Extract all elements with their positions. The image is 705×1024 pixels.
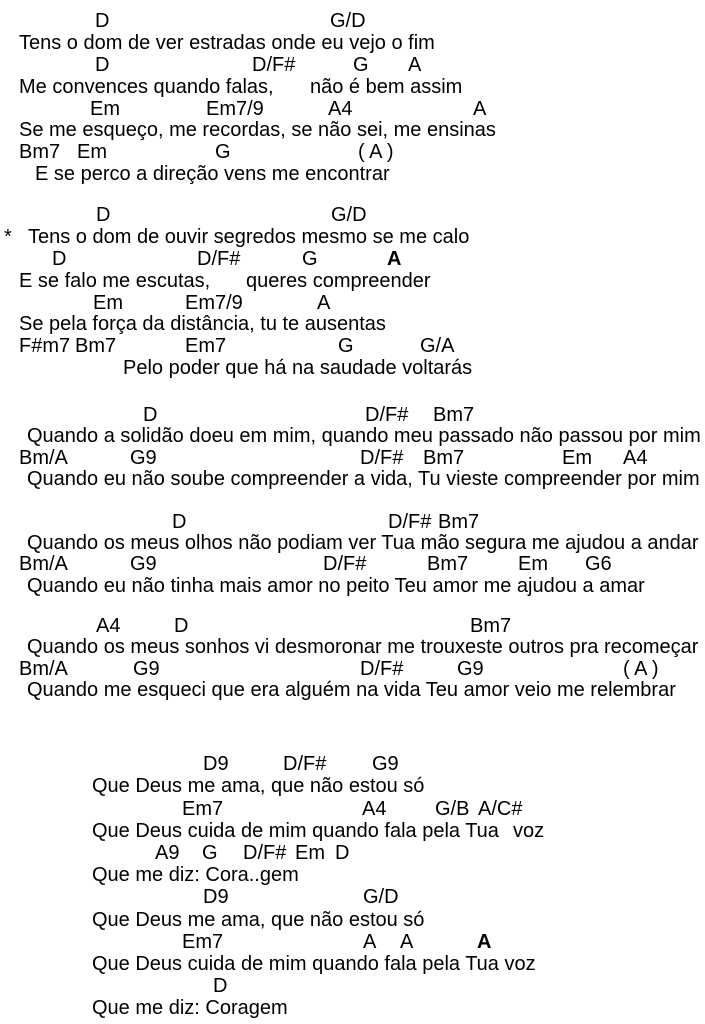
- chord: G9: [130, 553, 157, 575]
- chord: Em: [93, 292, 123, 314]
- chord: D/F#: [360, 447, 404, 469]
- chord: Em7/9: [206, 98, 264, 120]
- chord: A: [400, 931, 414, 953]
- chord: Bm7: [438, 511, 480, 533]
- chord: G: [215, 141, 231, 163]
- chord: A4: [362, 798, 387, 820]
- chord: A/C#: [478, 798, 523, 820]
- chord: A9: [155, 842, 180, 864]
- chord: A: [473, 98, 487, 120]
- chord: G: [202, 842, 218, 864]
- chord: D9: [203, 886, 229, 908]
- lyric-segment: Quando eu não soube compreender a vida, Tu vieste compreender por mim: [27, 468, 700, 490]
- chord: A: [408, 54, 422, 76]
- lyric-segment: Que me diz: Cora..gem: [92, 864, 299, 886]
- lyric-segment: Tens o dom de ver estradas onde eu vejo o fim: [19, 32, 435, 54]
- chord: A4: [623, 447, 648, 469]
- chord: D: [143, 404, 158, 426]
- chord: G/D: [331, 204, 367, 226]
- lyric-segment: queres compreender: [246, 270, 431, 292]
- lyric-segment: E se perco a direção vens me encontrar: [35, 163, 390, 185]
- chord: D: [96, 204, 111, 226]
- lyric-segment: Quando os meus olhos não podiam ver Tua mão segura me ajudou a andar: [27, 532, 699, 554]
- chord: D: [213, 975, 228, 997]
- chord: Bm/A: [19, 447, 68, 469]
- lyric-segment: Que Deus cuida de mim quando fala pela Tua voz: [92, 953, 536, 975]
- chord: Em7: [182, 931, 224, 953]
- chord: A: [363, 931, 377, 953]
- lyric-segment: Se me esqueço, me recordas, se não sei, me ensinas: [19, 119, 496, 141]
- chord: D: [95, 10, 110, 32]
- chord: D: [95, 54, 110, 76]
- lyric-segment: Quando os meus sonhos vi desmoronar me trouxeste outros pra recomeçar: [27, 636, 699, 658]
- chord: D9: [203, 753, 229, 775]
- lyric-segment: Me convences quando falas,: [19, 76, 274, 98]
- lyric-segment: Quando me esqueci que era alguém na vida Teu amor veio me relembrar: [27, 679, 676, 701]
- chord: D: [174, 615, 189, 637]
- chord: D/F#: [323, 553, 367, 575]
- chord: D/F#: [243, 842, 287, 864]
- lyric-segment: Se pela força da distância, tu te ausentas: [19, 313, 386, 335]
- lyric-segment: Quando eu não tinha mais amor no peito Teu amor me ajudou a amar: [27, 575, 645, 597]
- chord: Em: [77, 141, 107, 163]
- lyric-segment: Que me diz: Coragem: [92, 997, 288, 1019]
- chord: Em: [562, 447, 592, 469]
- chord: G/D: [330, 10, 366, 32]
- lyric-segment: Tens o dom de ouvir segredos mesmo se me calo: [28, 226, 470, 248]
- chord: G/A: [420, 335, 455, 357]
- chord: G9: [133, 658, 160, 680]
- chord: G: [338, 335, 354, 357]
- chord: G: [302, 248, 318, 270]
- chord: D/F#: [283, 753, 327, 775]
- chord: ( A ): [623, 658, 659, 680]
- lyric-segment: Que Deus me ama, que não estou só: [92, 775, 425, 797]
- chord: Bm7: [75, 335, 117, 357]
- lyric-segment: não é bem assim: [310, 76, 463, 98]
- chord: Bm7: [470, 615, 512, 637]
- chord: A: [317, 292, 331, 314]
- chord: D/F#: [388, 511, 432, 533]
- chord: D: [52, 248, 67, 270]
- chord: Bm/A: [19, 658, 68, 680]
- chord: G9: [130, 447, 157, 469]
- chord: Bm7: [427, 553, 469, 575]
- lyric-segment: Pelo poder que há na saudade voltarás: [123, 357, 473, 379]
- chord: D/F#: [360, 658, 404, 680]
- lyric-segment: E se falo me escutas,: [19, 270, 211, 292]
- chord: G6: [585, 553, 612, 575]
- chord: Em7/9: [185, 292, 243, 314]
- chord: Bm/A: [19, 553, 68, 575]
- chord: Bm7: [19, 141, 61, 163]
- chord: Em7: [182, 798, 224, 820]
- annotation-asterisk: *: [4, 226, 12, 248]
- chord: Em: [295, 842, 325, 864]
- chord: D/F#: [252, 54, 296, 76]
- chord: ( A ): [358, 141, 394, 163]
- chord: D/F#: [365, 404, 409, 426]
- chord: G9: [457, 658, 484, 680]
- chord: D: [335, 842, 350, 864]
- chord: G9: [372, 753, 399, 775]
- chord: A: [387, 248, 402, 270]
- lyric-segment: Que Deus cuida de mim quando fala pela Tua: [92, 820, 499, 842]
- chord: A4: [328, 98, 353, 120]
- lyric-segment: Quando a solidão doeu em mim, quando meu passado não passou por mim: [27, 425, 701, 447]
- chord: G: [353, 54, 369, 76]
- lyric-segment: voz: [513, 820, 545, 842]
- chord: G/B: [435, 798, 470, 820]
- chord: G/D: [363, 886, 399, 908]
- chord: Bm7: [423, 447, 465, 469]
- chord: Em: [518, 553, 548, 575]
- chord: A4: [96, 615, 121, 637]
- chord: D/F#: [197, 248, 241, 270]
- chord: A: [477, 931, 492, 953]
- chord: D: [172, 511, 187, 533]
- lyric-segment: Que Deus me ama, que não estou só: [92, 909, 425, 931]
- chord: Bm7: [433, 404, 475, 426]
- chord: Em: [90, 98, 120, 120]
- chord: Em7: [185, 335, 227, 357]
- chord: F#m7: [19, 335, 71, 357]
